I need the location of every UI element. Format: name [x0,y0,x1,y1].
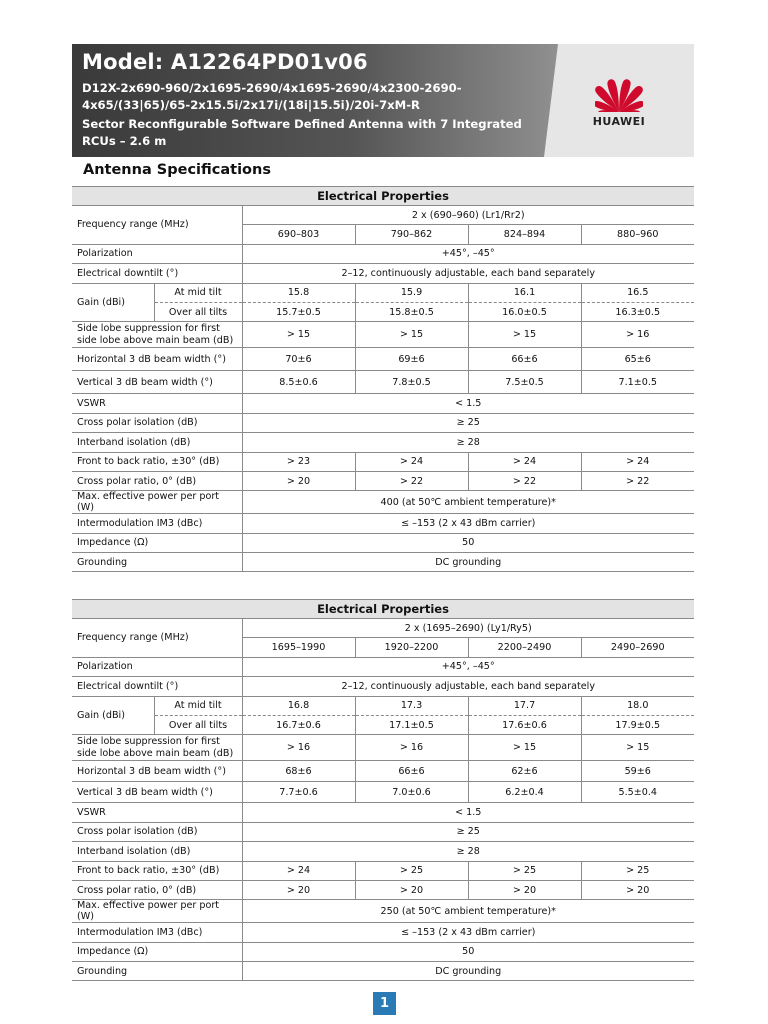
front-to-back-value: > 24 [468,452,581,471]
sidelobe-value: > 15 [581,735,694,761]
gain-all-value: 17.6±0.6 [468,715,581,734]
cross-polar-isolation-label: Cross polar isolation (dB) [72,822,242,841]
front-to-back-value: > 25 [581,861,694,880]
gain-all-label: Over all tilts [154,302,242,321]
vbw-value: 8.5±0.6 [242,371,355,394]
gain-all-value: 16.0±0.5 [468,302,581,321]
interband-isolation-value: ≥ 28 [242,433,694,452]
section-title: Antenna Specifications [83,162,271,178]
vbw-value: 7.7±0.6 [242,782,355,803]
intermodulation-value: ≤ –153 (2 x 43 dBm carrier) [242,923,694,942]
hbw-value: 69±6 [355,348,468,371]
gain-mid-value: 16.5 [581,283,694,302]
impedance-label: Impedance (Ω) [72,942,242,961]
front-to-back-value: > 25 [468,861,581,880]
frequency-range-label: Frequency range (MHz) [72,619,242,658]
hbw-value: 66±6 [355,761,468,782]
polarization-value: +45°, –45° [242,244,694,263]
gain-all-value: 15.7±0.5 [242,302,355,321]
interband-isolation-label: Interband isolation (dB) [72,842,242,861]
table-title: Electrical Properties [72,600,694,619]
front-to-back-value: > 24 [242,861,355,880]
cross-polar-ratio-value: > 22 [355,471,468,490]
gain-mid-value: 16.1 [468,283,581,302]
model-title: Model: A12264PD01v06 [82,50,368,74]
intermodulation-label: Intermodulation IM3 (dBc) [72,514,242,533]
polarization-label: Polarization [72,244,242,263]
front-to-back-value: > 25 [355,861,468,880]
cross-polar-ratio-value: > 20 [242,471,355,490]
sidelobe-value: > 16 [355,735,468,761]
sidelobe-value: > 15 [468,322,581,348]
front-to-back-value: > 24 [581,452,694,471]
max-power-label: Max. effective power per port (W) [72,491,242,514]
cross-polar-isolation-value: ≥ 25 [242,822,694,841]
table-title: Electrical Properties [72,187,694,206]
hbw-value: 62±6 [468,761,581,782]
cross-polar-ratio-label: Cross polar ratio, 0° (dB) [72,880,242,899]
vbw-label: Vertical 3 dB beam width (°) [72,371,242,394]
frequency-range-label: Frequency range (MHz) [72,206,242,245]
gain-label: Gain (dBi) [72,283,154,322]
huawei-brand-text: HUAWEI [592,115,646,128]
sidelobe-value: > 15 [355,322,468,348]
sidelobe-value: > 16 [242,735,355,761]
max-power-value: 400 (at 50℃ ambient temperature)* [242,491,694,514]
impedance-label: Impedance (Ω) [72,533,242,552]
band-cell: 2490–2690 [581,638,694,657]
sidelobe-label: Side lobe suppression for first side lobe above main beam (dB) [72,735,242,761]
electrical-properties-table-1 [72,186,694,572]
cross-polar-isolation-label: Cross polar isolation (dB) [72,413,242,432]
gain-mid-value: 17.7 [468,696,581,715]
polarization-value: +45°, –45° [242,657,694,676]
grounding-value: DC grounding [242,553,694,572]
grounding-value: DC grounding [242,962,694,981]
front-to-back-value: > 23 [242,452,355,471]
impedance-value: 50 [242,942,694,961]
band-cell: 1695–1990 [242,638,355,657]
band-cell: 690–803 [242,225,355,244]
cross-polar-ratio-value: > 20 [581,880,694,899]
front-to-back-label: Front to back ratio, ±30° (dB) [72,861,242,880]
gain-all-value: 16.7±0.6 [242,715,355,734]
cross-polar-ratio-value: > 22 [581,471,694,490]
cross-polar-ratio-value: > 20 [355,880,468,899]
huawei-logo [584,74,654,138]
vbw-value: 7.0±0.6 [355,782,468,803]
cross-polar-ratio-value: > 20 [242,880,355,899]
interband-isolation-label: Interband isolation (dB) [72,433,242,452]
cross-polar-ratio-value: > 20 [468,880,581,899]
vswr-value: < 1.5 [242,803,694,822]
cross-polar-ratio-value: > 22 [468,471,581,490]
model-code-line-1: D12X-2x690-960/2x1695-2690/4x1695-2690/4x2300-2690- [82,81,462,95]
hbw-value: 66±6 [468,348,581,371]
downtilt-value: 2–12, continuously adjustable, each band separately [242,264,694,283]
polarization-label: Polarization [72,657,242,676]
product-description [82,116,552,150]
model-code-line-2: 4x65/(33|65)/65-2x15.5i/2x17i/(18i|15.5i)/20i-7xM-R [82,98,420,112]
band-cell: 1920–2200 [355,638,468,657]
product-description-line-2: RCUs – 2.6 m [82,134,167,148]
gain-label: Gain (dBi) [72,696,154,735]
gain-all-label: Over all tilts [154,715,242,734]
model-code [82,80,552,114]
band-cell: 824–894 [468,225,581,244]
gain-all-value: 17.1±0.5 [355,715,468,734]
interband-isolation-value: ≥ 28 [242,842,694,861]
document-header [72,44,694,157]
gain-all-value: 16.3±0.5 [581,302,694,321]
gain-mid-value: 17.3 [355,696,468,715]
hbw-value: 59±6 [581,761,694,782]
hbw-label: Horizontal 3 dB beam width (°) [72,761,242,782]
hbw-value: 65±6 [581,348,694,371]
grounding-label: Grounding [72,962,242,981]
vbw-value: 7.5±0.5 [468,371,581,394]
downtilt-label: Electrical downtilt (°) [72,677,242,696]
sidelobe-value: > 15 [468,735,581,761]
gain-mid-value: 15.9 [355,283,468,302]
gain-mid-label: At mid tilt [154,696,242,715]
product-description-line-1: Sector Reconfigurable Software Defined Antenna with 7 Integrated [82,117,522,131]
hbw-value: 70±6 [242,348,355,371]
band-cell: 880–960 [581,225,694,244]
vbw-value: 6.2±0.4 [468,782,581,803]
cross-polar-isolation-value: ≥ 25 [242,413,694,432]
sidelobe-value: > 15 [242,322,355,348]
front-to-back-value: > 24 [355,452,468,471]
band-header: 2 x (1695–2690) (Ly1/Ry5) [242,619,694,638]
intermodulation-value: ≤ –153 (2 x 43 dBm carrier) [242,514,694,533]
vbw-value: 7.1±0.5 [581,371,694,394]
gain-all-value: 15.8±0.5 [355,302,468,321]
max-power-label: Max. effective power per port (W) [72,900,242,923]
gain-mid-value: 15.8 [242,283,355,302]
front-to-back-label: Front to back ratio, ±30° (dB) [72,452,242,471]
gain-mid-label: At mid tilt [154,283,242,302]
sidelobe-value: > 16 [581,322,694,348]
gain-mid-value: 18.0 [581,696,694,715]
vbw-value: 7.8±0.5 [355,371,468,394]
huawei-flower-icon [595,74,643,112]
band-cell: 790–862 [355,225,468,244]
band-cell: 2200–2490 [468,638,581,657]
vbw-label: Vertical 3 dB beam width (°) [72,782,242,803]
cross-polar-ratio-label: Cross polar ratio, 0° (dB) [72,471,242,490]
max-power-value: 250 (at 50℃ ambient temperature)* [242,900,694,923]
vbw-value: 5.5±0.4 [581,782,694,803]
band-header: 2 x (690–960) (Lr1/Rr2) [242,206,694,225]
vswr-label: VSWR [72,803,242,822]
hbw-label: Horizontal 3 dB beam width (°) [72,348,242,371]
page-number: 1 [373,992,396,1015]
electrical-properties-table-2 [72,599,694,981]
vswr-value: < 1.5 [242,394,694,413]
sidelobe-label: Side lobe suppression for first side lobe above main beam (dB) [72,322,242,348]
hbw-value: 68±6 [242,761,355,782]
gain-all-value: 17.9±0.5 [581,715,694,734]
impedance-value: 50 [242,533,694,552]
grounding-label: Grounding [72,553,242,572]
intermodulation-label: Intermodulation IM3 (dBc) [72,923,242,942]
vswr-label: VSWR [72,394,242,413]
downtilt-label: Electrical downtilt (°) [72,264,242,283]
gain-mid-value: 16.8 [242,696,355,715]
downtilt-value: 2–12, continuously adjustable, each band separately [242,677,694,696]
